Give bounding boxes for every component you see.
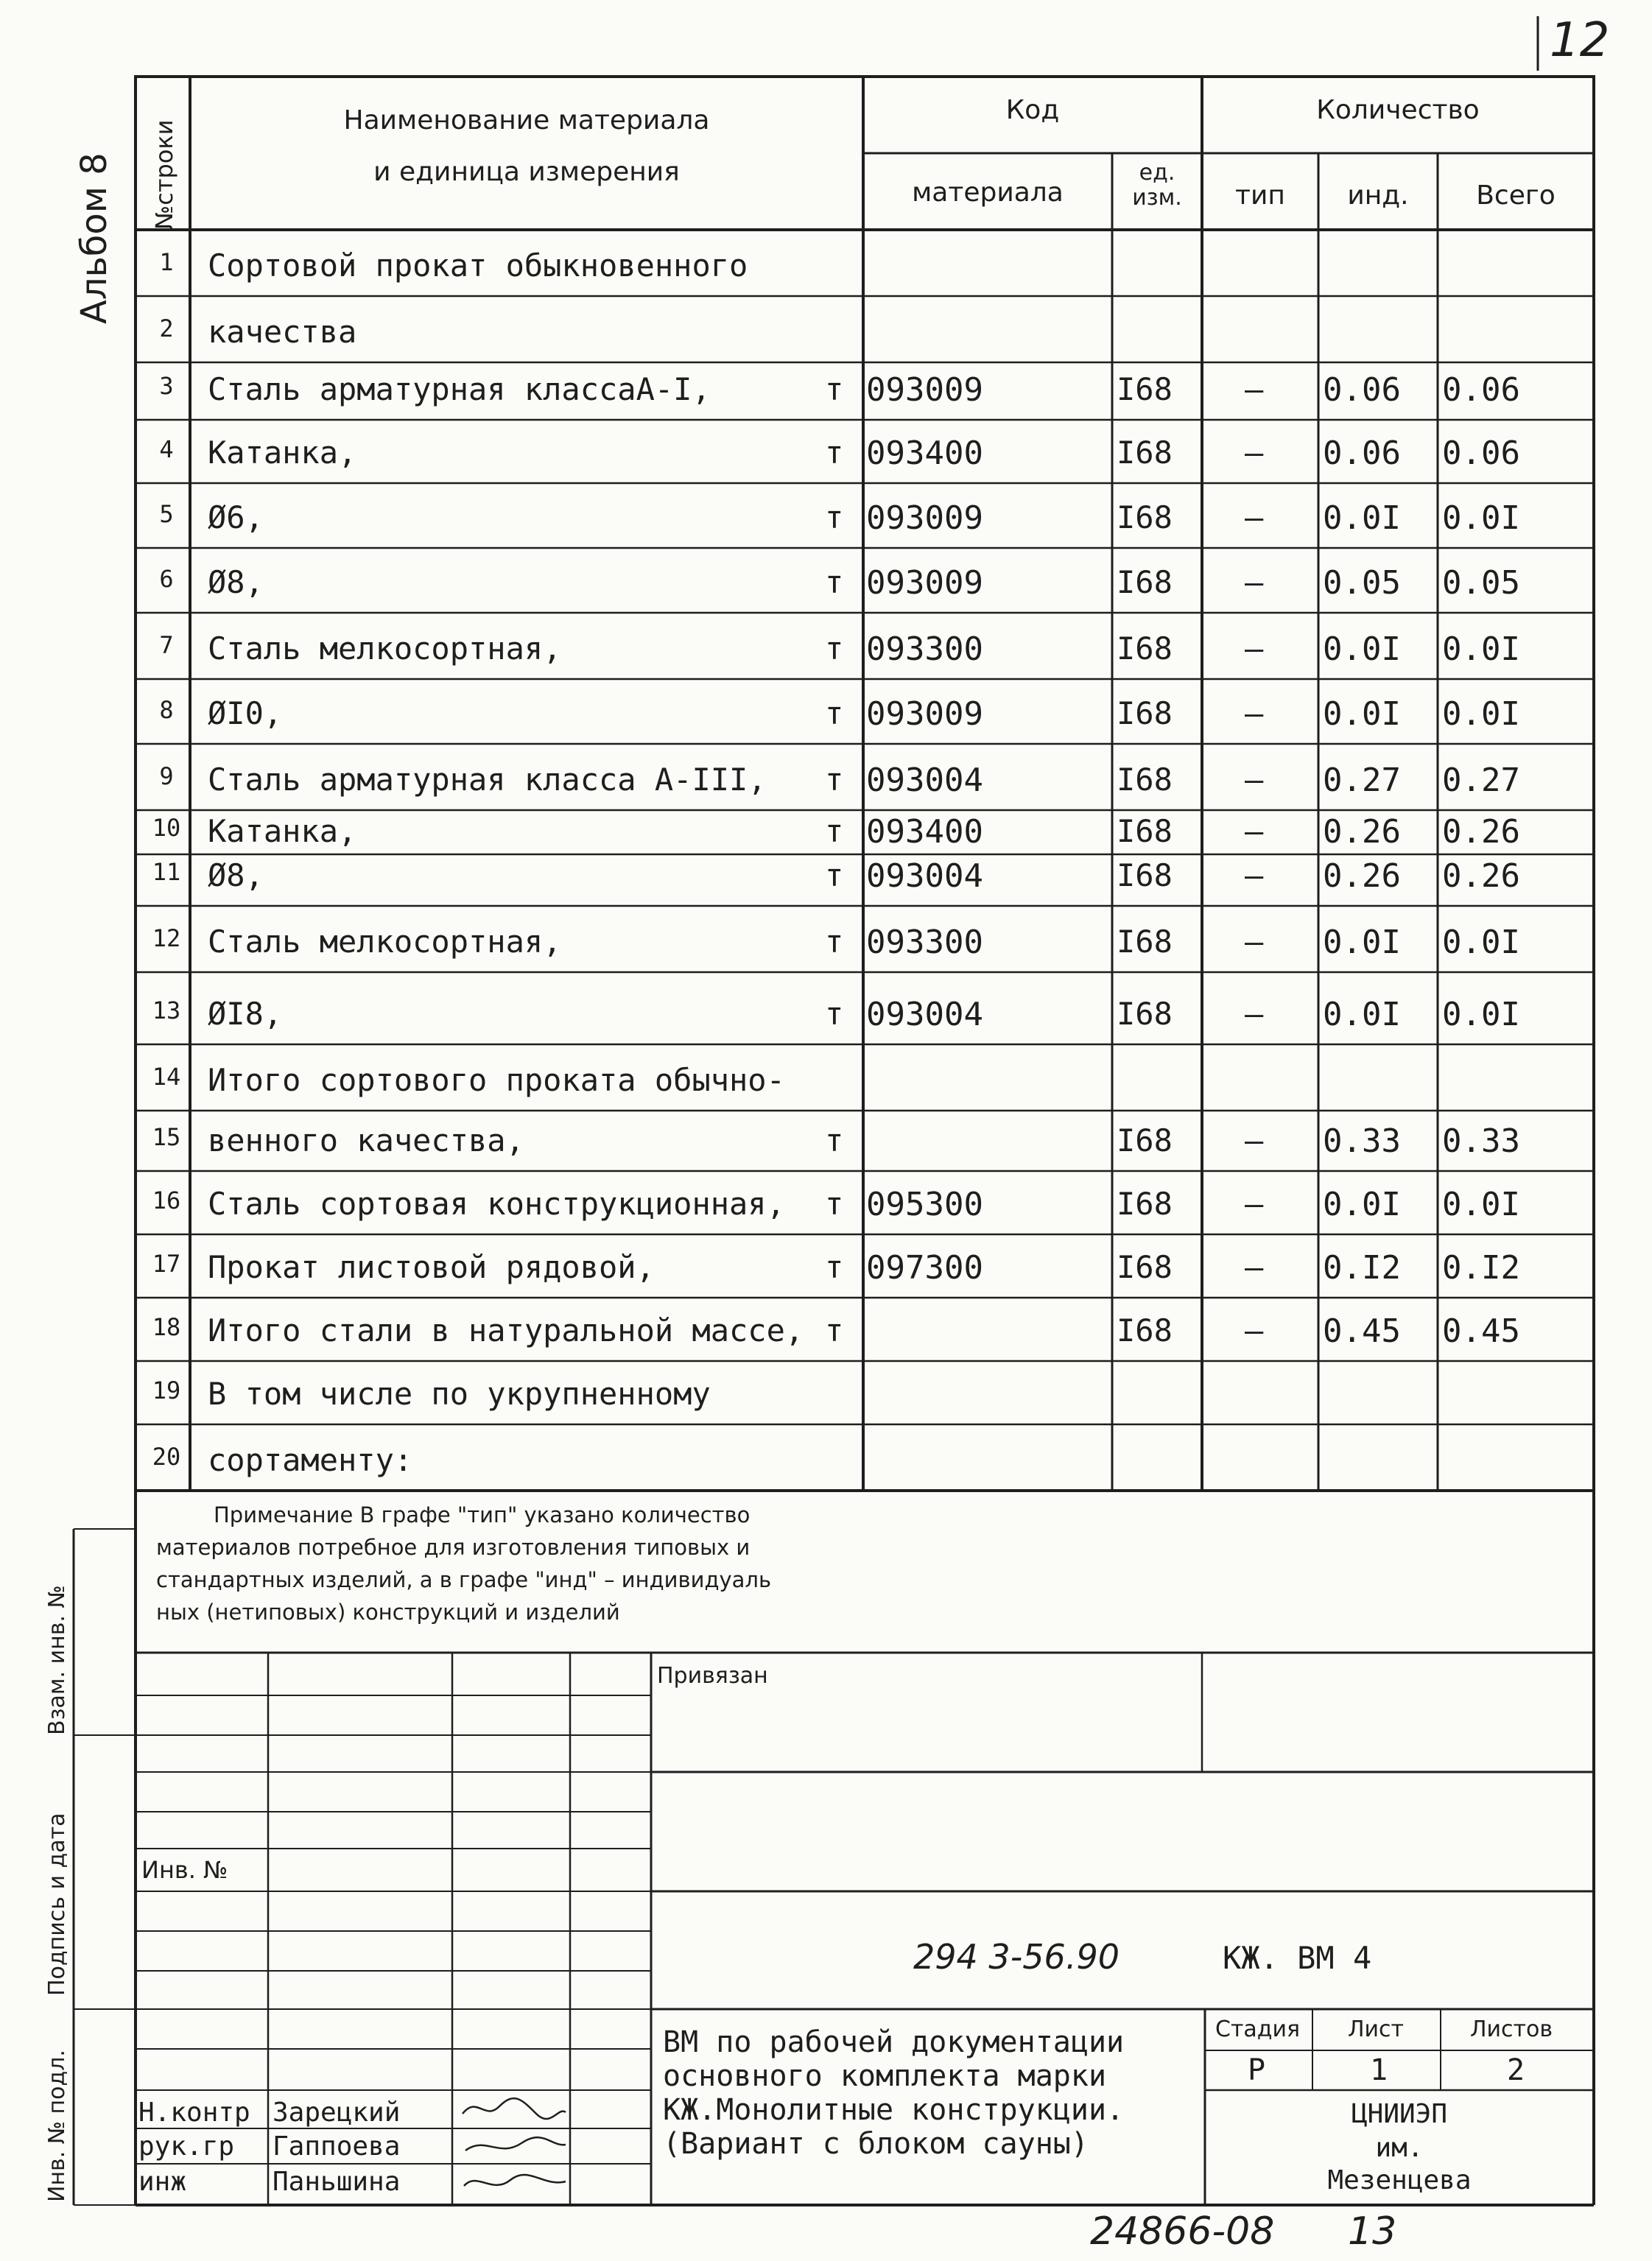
- header-qty-total: Всего: [1476, 180, 1556, 211]
- row-unit: т: [825, 1312, 844, 1348]
- row-code-material: 093009: [866, 695, 983, 733]
- stamp-doc-code: 294 3-56.90: [913, 1937, 1120, 1977]
- row-code-material: 093400: [866, 813, 983, 851]
- side-label-inv-podl: Инв. № подл.: [44, 2050, 70, 2202]
- stamp-sheet-label: Лист: [1348, 2016, 1405, 2042]
- row-unit: т: [825, 1122, 844, 1158]
- row-code-unit: I68: [1117, 1186, 1173, 1222]
- row-code-material: 093004: [866, 762, 983, 799]
- stamp-stage: Р: [1248, 2053, 1266, 2087]
- row-qty-total: 0.26: [1442, 857, 1520, 895]
- row-name: Ø6,: [208, 499, 264, 535]
- row-qty-ind: 0.45: [1323, 1312, 1401, 1350]
- header-code: Код: [1005, 95, 1060, 125]
- row-name: Сталь арматурная классаА-I,: [208, 371, 711, 407]
- row-number: 16: [152, 1186, 181, 1214]
- row-qty-total: 0.0I: [1442, 996, 1520, 1033]
- row-name: Катанка,: [208, 435, 357, 471]
- row-number: 12: [152, 924, 181, 952]
- row-code-unit: I68: [1117, 435, 1173, 471]
- row-name: Сортовой прокат обыкновенного: [208, 247, 748, 284]
- header-code-material: материала: [912, 177, 1064, 208]
- row-qty-typ: –: [1245, 996, 1264, 1032]
- row-number: 6: [159, 565, 174, 593]
- stamp-title-line2: основного комплекта марки: [663, 2059, 1107, 2093]
- album-label: Альбом 8: [74, 152, 115, 324]
- row-unit: т: [825, 762, 844, 798]
- row-qty-typ: –: [1245, 762, 1264, 798]
- row-unit: т: [825, 630, 844, 667]
- row-number: 1: [159, 248, 174, 276]
- row-qty-ind: 0.0I: [1323, 924, 1401, 961]
- row-number: 4: [159, 435, 174, 463]
- row-number: 8: [159, 696, 174, 724]
- row-code-unit: I68: [1117, 1249, 1173, 1285]
- row-name: Сталь сортовая конструкционная,: [208, 1186, 785, 1222]
- row-qty-total: 0.0I: [1442, 695, 1520, 733]
- row-code-unit: I68: [1117, 996, 1173, 1032]
- row-qty-typ: –: [1245, 813, 1264, 849]
- row-qty-typ: –: [1245, 371, 1264, 407]
- row-number: 15: [152, 1123, 181, 1151]
- row-unit: т: [825, 564, 844, 600]
- row-code-unit: I68: [1117, 564, 1173, 600]
- row-qty-total: 0.06: [1442, 435, 1520, 472]
- row-name: Ø8,: [208, 564, 264, 600]
- header-row-no: №строки: [150, 119, 178, 230]
- row-qty-ind: 0.33: [1323, 1122, 1401, 1160]
- stamp-org-line1: ЦНИИЭП: [1351, 2099, 1448, 2129]
- row-name: Итого сортового проката обычно-: [208, 1062, 785, 1098]
- signer-name: Зарецкий: [273, 2098, 401, 2128]
- row-unit: т: [825, 813, 844, 849]
- row-code-unit: I68: [1117, 499, 1173, 535]
- row-code-material: 093009: [866, 371, 983, 409]
- row-name: ØI0,: [208, 695, 283, 731]
- row-qty-total: 0.45: [1442, 1312, 1520, 1350]
- row-unit: т: [825, 371, 844, 407]
- row-code-unit: I68: [1117, 1122, 1173, 1158]
- signer-role: Н.контр: [138, 2098, 250, 2128]
- row-number: 18: [152, 1313, 181, 1341]
- row-qty-ind: 0.0I: [1323, 499, 1401, 537]
- row-qty-ind: 0.06: [1323, 435, 1401, 472]
- stamp-inv-no: Инв. №: [141, 1856, 228, 1884]
- row-qty-typ: –: [1245, 435, 1264, 471]
- row-name: Ø8,: [208, 857, 264, 893]
- stamp-title-line1: ВМ по рабочей документации: [663, 2025, 1125, 2059]
- note-line3: стандартных изделий, а в графе "инд" – индивидуаль: [156, 1567, 772, 1592]
- row-unit: т: [825, 1249, 844, 1285]
- row-qty-total: 0.I2: [1442, 1249, 1520, 1287]
- row-code-unit: I68: [1117, 371, 1173, 407]
- row-qty-total: 0.33: [1442, 1122, 1520, 1160]
- stamp-sheets: 2: [1507, 2053, 1525, 2087]
- signer-role: рук.гр: [138, 2131, 235, 2162]
- row-code-unit: I68: [1117, 1312, 1173, 1348]
- row-name: качества: [208, 314, 357, 350]
- row-qty-ind: 0.0I: [1323, 695, 1401, 733]
- row-code-unit: I68: [1117, 857, 1173, 893]
- row-qty-ind: 0.0I: [1323, 996, 1401, 1033]
- row-qty-ind: 0.26: [1323, 857, 1401, 895]
- bottom-page: 13: [1348, 2209, 1397, 2254]
- row-qty-ind: 0.06: [1323, 371, 1401, 409]
- row-code-material: 093009: [866, 564, 983, 602]
- row-number: 14: [152, 1063, 181, 1091]
- header-name-line1: Наименование материала: [343, 105, 710, 136]
- stamp-privyazan: Привязан: [657, 1663, 768, 1689]
- row-name: ØI8,: [208, 996, 283, 1032]
- row-code-unit: I68: [1117, 924, 1173, 960]
- row-code-material: 093300: [866, 924, 983, 961]
- signer-name: Паньшина: [273, 2167, 401, 2197]
- row-code-material: 095300: [866, 1186, 983, 1223]
- stamp-doc-mark: КЖ. ВМ 4: [1223, 1940, 1372, 1976]
- row-number: 13: [152, 996, 181, 1024]
- row-number: 7: [159, 631, 174, 659]
- row-code-material: 093004: [866, 857, 983, 895]
- stamp-title-line4: (Вариант с блоком сауны): [663, 2127, 1089, 2161]
- row-name: Катанка,: [208, 813, 357, 849]
- row-code-material: 093400: [866, 435, 983, 472]
- row-number: 3: [159, 372, 174, 400]
- row-number: 17: [152, 1250, 181, 1278]
- page-number: 12: [1550, 13, 1610, 68]
- row-qty-ind: 0.0I: [1323, 1186, 1401, 1223]
- row-number: 20: [152, 1443, 181, 1471]
- row-code-unit: I68: [1117, 762, 1173, 798]
- note-line2: материалов потребное для изготовления типовых и: [156, 1535, 751, 1560]
- row-qty-typ: –: [1245, 630, 1264, 667]
- row-unit: т: [825, 996, 844, 1032]
- row-name: Сталь арматурная класса А-III,: [208, 762, 767, 798]
- row-qty-typ: –: [1245, 1312, 1264, 1348]
- row-name: В том числе по укрупненному: [208, 1376, 711, 1412]
- row-qty-total: 0.05: [1442, 564, 1520, 602]
- row-unit: т: [825, 1186, 844, 1222]
- row-name: Итого стали в натуральной массе,: [208, 1312, 804, 1348]
- row-code-unit: I68: [1117, 695, 1173, 731]
- row-name: Сталь мелкосортная,: [208, 924, 562, 960]
- stamp-title-line3: КЖ.Монолитные конструкции.: [663, 2093, 1125, 2127]
- side-label-vzam: Взам. инв. №: [44, 1585, 70, 1735]
- row-qty-ind: 0.26: [1323, 813, 1401, 851]
- row-qty-total: 0.0I: [1442, 924, 1520, 961]
- row-number: 9: [159, 762, 174, 790]
- row-qty-ind: 0.I2: [1323, 1249, 1401, 1287]
- stamp-org-line3: Мезенцева: [1327, 2165, 1472, 2195]
- row-code-material: 093004: [866, 996, 983, 1033]
- row-qty-total: 0.06: [1442, 371, 1520, 409]
- row-name: сортаменту:: [208, 1442, 413, 1478]
- row-code-unit: I68: [1117, 813, 1173, 849]
- side-label-podpis: Подпись и дата: [44, 1812, 70, 1996]
- note-line4: ных (нетиповых) конструкций и изделий: [156, 1600, 620, 1625]
- row-unit: т: [825, 695, 844, 731]
- row-qty-typ: –: [1245, 499, 1264, 535]
- row-qty-total: 0.0I: [1442, 499, 1520, 537]
- row-qty-typ: –: [1245, 1186, 1264, 1222]
- note-line1: Примечание В графе "тип" указано количество: [214, 1502, 751, 1527]
- signer-name: Гаппоева: [273, 2131, 401, 2162]
- row-number: 11: [152, 858, 181, 886]
- row-qty-typ: –: [1245, 1249, 1264, 1285]
- header-qty-typ: тип: [1235, 180, 1285, 211]
- row-unit: т: [825, 499, 844, 535]
- row-code-material: 097300: [866, 1249, 983, 1287]
- stamp-org-line2: им.: [1375, 2133, 1424, 2163]
- row-number: 5: [159, 500, 174, 528]
- row-qty-ind: 0.05: [1323, 564, 1401, 602]
- row-qty-typ: –: [1245, 924, 1264, 960]
- row-qty-typ: –: [1245, 857, 1264, 893]
- row-name: Сталь мелкосортная,: [208, 630, 562, 667]
- row-code-material: 093300: [866, 630, 983, 668]
- row-number: 2: [159, 314, 174, 342]
- stamp-sheets-label: Листов: [1470, 2016, 1553, 2042]
- row-number: 19: [152, 1376, 181, 1404]
- row-qty-total: 0.0I: [1442, 630, 1520, 668]
- row-name: Прокат листовой рядовой,: [208, 1249, 655, 1285]
- row-qty-total: 0.27: [1442, 762, 1520, 799]
- stamp-stage-label: Стадия: [1215, 2016, 1301, 2042]
- row-unit: т: [825, 857, 844, 893]
- row-unit: т: [825, 435, 844, 471]
- row-qty-ind: 0.0I: [1323, 630, 1401, 668]
- row-code-unit: I68: [1117, 630, 1173, 667]
- header-quantity: Количество: [1316, 95, 1480, 125]
- signer-role: инж: [138, 2167, 187, 2197]
- row-name: венного качества,: [208, 1122, 524, 1158]
- header-name-line2: и единица измерения: [373, 157, 680, 187]
- row-qty-total: 0.26: [1442, 813, 1520, 851]
- header-qty-ind: инд.: [1347, 180, 1409, 211]
- header-code-unit: ед. изм.: [1132, 160, 1182, 211]
- row-code-material: 093009: [866, 499, 983, 537]
- row-qty-typ: –: [1245, 1122, 1264, 1158]
- row-qty-typ: –: [1245, 564, 1264, 600]
- row-qty-ind: 0.27: [1323, 762, 1401, 799]
- row-qty-total: 0.0I: [1442, 1186, 1520, 1223]
- row-number: 10: [152, 814, 181, 842]
- signatures-graphic: [455, 2092, 570, 2202]
- bottom-code: 24866-08: [1090, 2209, 1275, 2254]
- row-qty-typ: –: [1245, 695, 1264, 731]
- row-unit: т: [825, 924, 844, 960]
- stamp-sheet: 1: [1370, 2053, 1388, 2087]
